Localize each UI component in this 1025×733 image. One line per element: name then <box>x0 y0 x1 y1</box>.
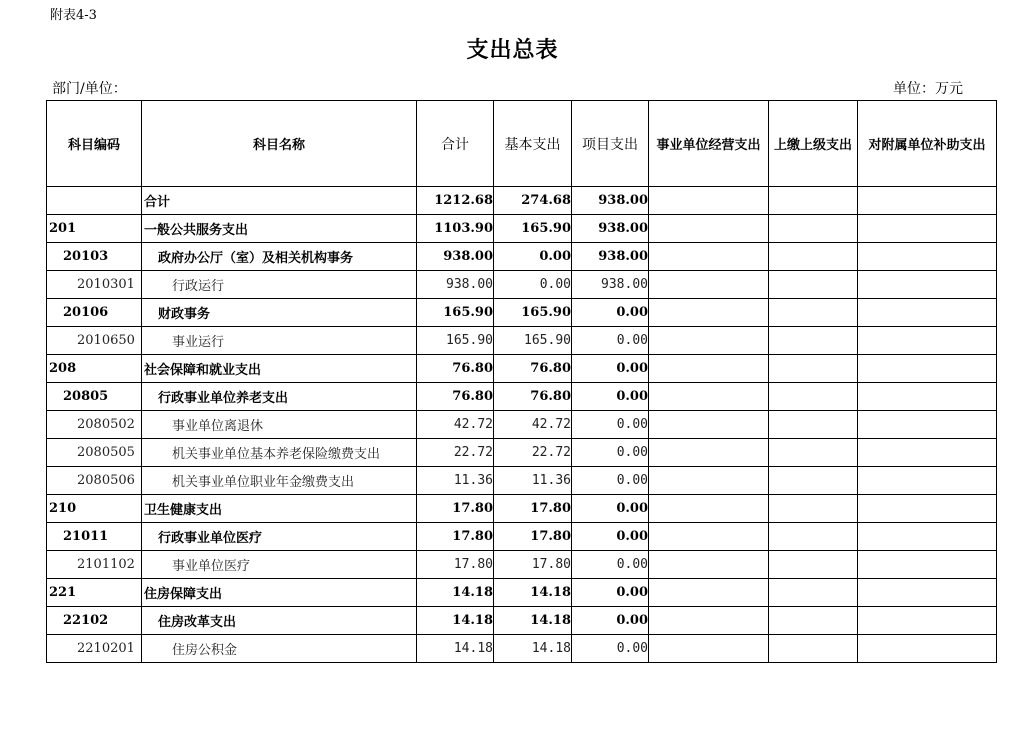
table-row <box>47 635 997 663</box>
cell-subsidy <box>858 187 997 215</box>
cell-total: 165.90 <box>417 327 494 355</box>
cell-project: 0.00 <box>572 467 649 495</box>
cell-business <box>649 355 769 383</box>
cell-basic: 11.36 <box>494 467 572 495</box>
cell-basic: 17.80 <box>494 495 572 523</box>
cell-business <box>649 607 769 635</box>
cell-basic: 17.80 <box>494 551 572 579</box>
table-row <box>47 579 997 607</box>
cell-upper <box>769 551 858 579</box>
table-row <box>47 383 997 411</box>
header-project: 项目支出 <box>572 101 649 187</box>
cell-total: 22.72 <box>417 439 494 467</box>
cell-total: 76.80 <box>417 383 494 411</box>
cell-total: 1103.90 <box>417 215 494 243</box>
cell-total: 938.00 <box>417 271 494 299</box>
table-row <box>47 243 997 271</box>
unit-label: 单位：万元 <box>893 81 963 97</box>
cell-upper <box>769 495 858 523</box>
table-row <box>47 523 997 551</box>
cell-code: 20103 <box>47 243 142 271</box>
cell-project: 938.00 <box>572 215 649 243</box>
cell-project: 938.00 <box>572 187 649 215</box>
cell-name: 社会保障和就业支出 <box>142 355 417 383</box>
department-label: 部门/单位： <box>52 81 127 97</box>
header-basic: 基本支出 <box>494 101 572 187</box>
cell-name: 事业单位离退休 <box>142 411 417 439</box>
cell-code: 22102 <box>47 607 142 635</box>
cell-name: 行政运行 <box>142 271 417 299</box>
cell-name: 一般公共服务支出 <box>142 215 417 243</box>
cell-business <box>649 271 769 299</box>
cell-total: 14.18 <box>417 607 494 635</box>
cell-subsidy <box>858 383 997 411</box>
cell-total: 1212.68 <box>417 187 494 215</box>
cell-basic: 165.90 <box>494 327 572 355</box>
cell-code: 201 <box>47 215 142 243</box>
header-total: 合计 <box>417 101 494 187</box>
cell-code <box>47 187 142 215</box>
cell-upper <box>769 635 858 663</box>
table-row <box>47 271 997 299</box>
cell-subsidy <box>858 523 997 551</box>
cell-subsidy <box>858 299 997 327</box>
cell-upper <box>769 215 858 243</box>
cell-project: 0.00 <box>572 439 649 467</box>
cell-name: 机关事业单位职业年金缴费支出 <box>142 467 417 495</box>
cell-subsidy <box>858 243 997 271</box>
cell-project: 0.00 <box>572 635 649 663</box>
cell-basic: 42.72 <box>494 411 572 439</box>
table-row <box>47 355 997 383</box>
cell-code: 2010650 <box>47 327 142 355</box>
cell-subsidy <box>858 467 997 495</box>
cell-upper <box>769 187 858 215</box>
cell-business <box>649 467 769 495</box>
cell-total: 14.18 <box>417 635 494 663</box>
cell-name: 行政事业单位养老支出 <box>142 383 417 411</box>
cell-upper <box>769 355 858 383</box>
cell-code: 221 <box>47 579 142 607</box>
cell-upper <box>769 271 858 299</box>
cell-code: 2101102 <box>47 551 142 579</box>
cell-total: 938.00 <box>417 243 494 271</box>
cell-name: 行政事业单位医疗 <box>142 523 417 551</box>
cell-total: 11.36 <box>417 467 494 495</box>
table-row <box>47 439 997 467</box>
cell-code: 21011 <box>47 523 142 551</box>
cell-name: 住房公积金 <box>142 635 417 663</box>
cell-code: 2010301 <box>47 271 142 299</box>
cell-project: 938.00 <box>572 271 649 299</box>
cell-basic: 14.18 <box>494 579 572 607</box>
cell-project: 0.00 <box>572 299 649 327</box>
cell-basic: 14.18 <box>494 607 572 635</box>
cell-code: 20106 <box>47 299 142 327</box>
cell-name: 住房保障支出 <box>142 579 417 607</box>
cell-business <box>649 215 769 243</box>
table-row <box>47 187 997 215</box>
cell-total: 14.18 <box>417 579 494 607</box>
cell-business <box>649 243 769 271</box>
cell-basic: 14.18 <box>494 635 572 663</box>
header-business: 事业单位经营支出 <box>649 101 769 187</box>
cell-subsidy <box>858 327 997 355</box>
table-row <box>47 495 997 523</box>
cell-basic: 274.68 <box>494 187 572 215</box>
cell-business <box>649 523 769 551</box>
cell-total: 42.72 <box>417 411 494 439</box>
cell-business <box>649 495 769 523</box>
cell-subsidy <box>858 439 997 467</box>
table-row <box>47 607 997 635</box>
header-code: 科目编码 <box>47 101 142 187</box>
header-upper: 上缴上级支出 <box>769 101 858 187</box>
cell-business <box>649 439 769 467</box>
table-row <box>47 551 997 579</box>
cell-subsidy <box>858 215 997 243</box>
table-row <box>47 327 997 355</box>
page-title: 支出总表 <box>466 37 559 63</box>
cell-project: 0.00 <box>572 523 649 551</box>
cell-business <box>649 551 769 579</box>
table-row <box>47 299 997 327</box>
cell-name: 事业单位医疗 <box>142 551 417 579</box>
cell-basic: 0.00 <box>494 243 572 271</box>
header-subsidy: 对附属单位补助支出 <box>858 101 997 187</box>
cell-upper <box>769 327 858 355</box>
cell-subsidy <box>858 579 997 607</box>
cell-upper <box>769 523 858 551</box>
cell-code: 2210201 <box>47 635 142 663</box>
cell-basic: 22.72 <box>494 439 572 467</box>
header-row <box>47 101 997 187</box>
cell-upper <box>769 467 858 495</box>
appendix-label: 附表4-3 <box>50 8 97 23</box>
cell-code: 2080502 <box>47 411 142 439</box>
cell-upper <box>769 299 858 327</box>
table-row <box>47 411 997 439</box>
cell-total: 17.80 <box>417 551 494 579</box>
cell-project: 0.00 <box>572 383 649 411</box>
cell-business <box>649 187 769 215</box>
cell-code: 208 <box>47 355 142 383</box>
cell-project: 0.00 <box>572 579 649 607</box>
cell-name: 机关事业单位基本养老保险缴费支出 <box>142 439 417 467</box>
cell-code: 2080506 <box>47 467 142 495</box>
cell-basic: 76.80 <box>494 383 572 411</box>
cell-subsidy <box>858 355 997 383</box>
cell-project: 0.00 <box>572 495 649 523</box>
cell-basic: 0.00 <box>494 271 572 299</box>
cell-project: 0.00 <box>572 355 649 383</box>
cell-subsidy <box>858 495 997 523</box>
cell-business <box>649 327 769 355</box>
cell-subsidy <box>858 607 997 635</box>
cell-name: 事业运行 <box>142 327 417 355</box>
cell-code: 210 <box>47 495 142 523</box>
cell-name: 合计 <box>142 187 417 215</box>
cell-code: 20805 <box>47 383 142 411</box>
cell-name: 住房改革支出 <box>142 607 417 635</box>
cell-project: 0.00 <box>572 327 649 355</box>
cell-total: 17.80 <box>417 523 494 551</box>
cell-project: 938.00 <box>572 243 649 271</box>
expenditure-table <box>46 100 997 663</box>
cell-basic: 76.80 <box>494 355 572 383</box>
cell-total: 17.80 <box>417 495 494 523</box>
cell-basic: 17.80 <box>494 523 572 551</box>
cell-basic: 165.90 <box>494 215 572 243</box>
cell-total: 165.90 <box>417 299 494 327</box>
cell-subsidy <box>858 551 997 579</box>
cell-project: 0.00 <box>572 607 649 635</box>
cell-upper <box>769 411 858 439</box>
cell-business <box>649 299 769 327</box>
cell-upper <box>769 383 858 411</box>
cell-subsidy <box>858 271 997 299</box>
cell-name: 政府办公厅（室）及相关机构事务 <box>142 243 417 271</box>
cell-upper <box>769 607 858 635</box>
table-row <box>47 215 997 243</box>
table-row <box>47 467 997 495</box>
cell-subsidy <box>858 411 997 439</box>
cell-subsidy <box>858 635 997 663</box>
cell-business <box>649 579 769 607</box>
cell-name: 财政事务 <box>142 299 417 327</box>
cell-business <box>649 635 769 663</box>
cell-name: 卫生健康支出 <box>142 495 417 523</box>
header-name: 科目名称 <box>142 101 417 187</box>
cell-basic: 165.90 <box>494 299 572 327</box>
cell-business <box>649 383 769 411</box>
cell-total: 76.80 <box>417 355 494 383</box>
cell-code: 2080505 <box>47 439 142 467</box>
cell-project: 0.00 <box>572 411 649 439</box>
cell-upper <box>769 243 858 271</box>
cell-business <box>649 411 769 439</box>
cell-upper <box>769 439 858 467</box>
cell-upper <box>769 579 858 607</box>
cell-project: 0.00 <box>572 551 649 579</box>
